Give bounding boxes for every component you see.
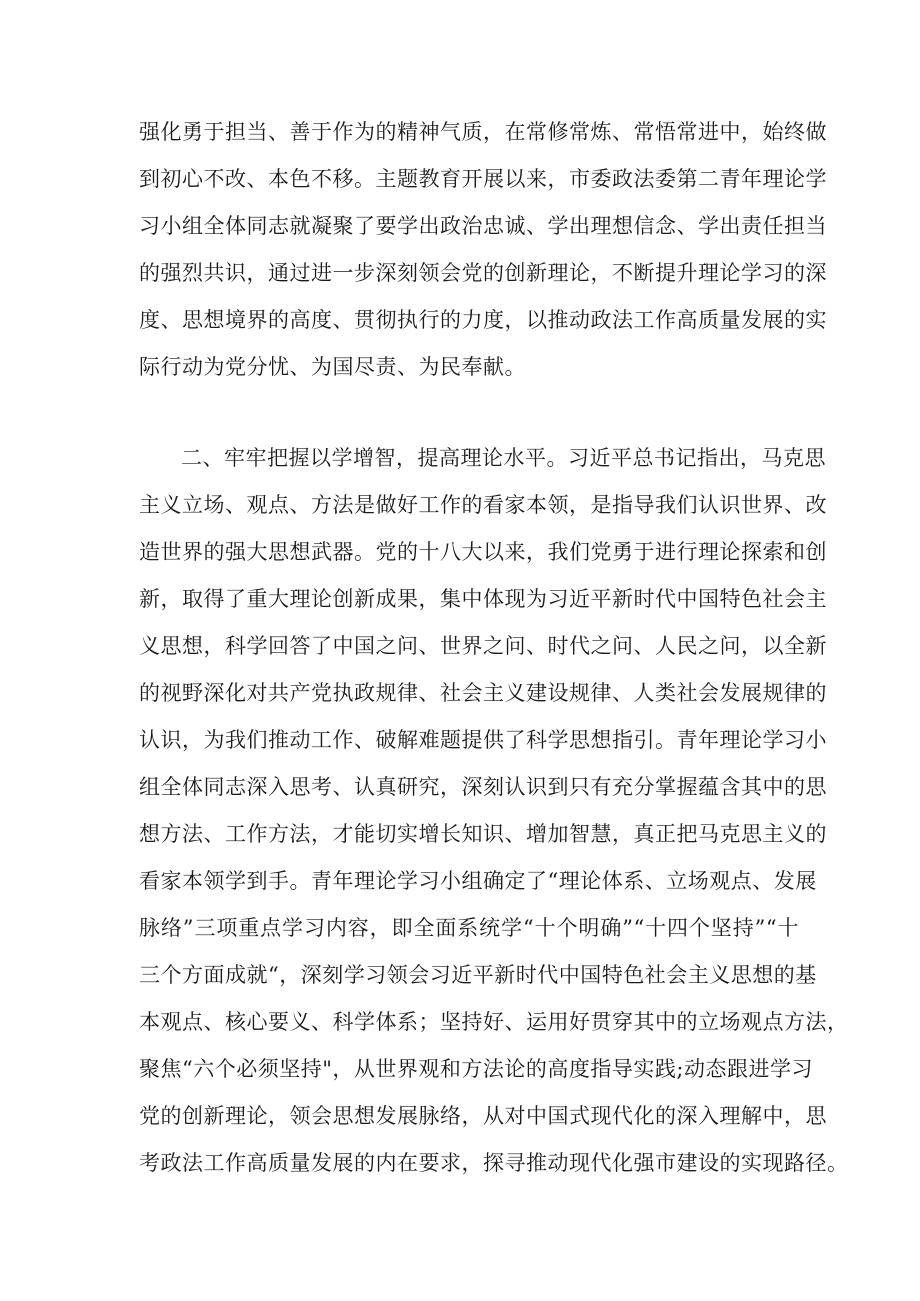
paragraph-2-line: 考政法工作高质量发展的内在要求，探寻推动现代化强市建设的实现路径。 <box>139 1151 849 1175</box>
paragraph-1-line: 到初心不改、本色不移。主题教育开展以来，市委政法委第二青年理论学 <box>139 167 827 191</box>
paragraph-2-line: 的视野深化对共产党执政规律、社会主义建设规律、人类社会发展规律的 <box>139 681 827 705</box>
paragraph-2-line: 义思想，科学回答了中国之问、世界之问、时代之问、人民之问，以全新 <box>139 634 827 658</box>
paragraph-2-line: 看家本领学到手。青年理论学习小组确定了“理论体系、立场观点、发展 <box>139 869 817 893</box>
paragraph-2-line: 想方法、工作方法，才能切实增长知识、增加智慧，真正把马克思主义的 <box>139 822 827 846</box>
paragraph-2-line: 主义立场、观点、方法是做好工作的看家本领，是指导我们认识世界、改 <box>139 493 827 517</box>
paragraph-2-line: 党的创新理论，领会思想发展脉络，从对中国式现代化的深入理解中，思 <box>139 1104 827 1128</box>
paragraph-2-line: 二、牢牢把握以学增智，提高理论水平。习近平总书记指出，马克思 <box>181 446 826 470</box>
paragraph-2-line: 组全体同志深入思考、认真研究，深刻认识到只有充分掌握蕴含其中的思 <box>139 775 827 799</box>
paragraph-2-line: 造世界的强大思想武器。党的十八大以来，我们党勇于进行理论探索和创 <box>139 540 827 564</box>
paragraph-2-line: 本观点、核心要义、科学体系；坚持好、运用好贯穿其中的立场观点方法， <box>139 1010 849 1034</box>
paragraph-2-line: 认识，为我们推动工作、破解难题提供了科学思想指引。青年理论学习小 <box>139 728 827 752</box>
paragraph-1-line: 习小组全体同志就凝聚了要学出政治忠诚、学出理想信念、学出责任担当 <box>139 214 827 238</box>
paragraph-2-line: 新，取得了重大理论创新成果，集中体现为习近平新时代中国特色社会主 <box>139 587 827 611</box>
paragraph-2-line: 脉络”三项重点学习内容，即全面系统学“十个明确”“十四个坚持”“十 <box>139 916 799 940</box>
paragraph-2-line: 三个方面成就“，深刻学习领会习近平新时代中国特色社会主义思想的基 <box>139 963 817 987</box>
paragraph-2-line: 聚焦“六个必须坚持"，从世界观和方法论的高度指导实践;动态跟进学习 <box>139 1057 813 1081</box>
paragraph-1-line: 际行动为党分忧、为国尽责、为民奉献。 <box>139 355 526 379</box>
paragraph-1-line: 度、思想境界的高度、贯彻执行的力度，以推动政法工作高质量发展的实 <box>139 308 827 332</box>
paragraph-1-line: 的强烈共识，通过进一步深刻领会党的创新理论，不断提升理论学习的深 <box>139 261 827 285</box>
paragraph-1-line: 强化勇于担当、善于作为的精神气质，在常修常炼、常悟常进中，始终做 <box>139 120 827 144</box>
